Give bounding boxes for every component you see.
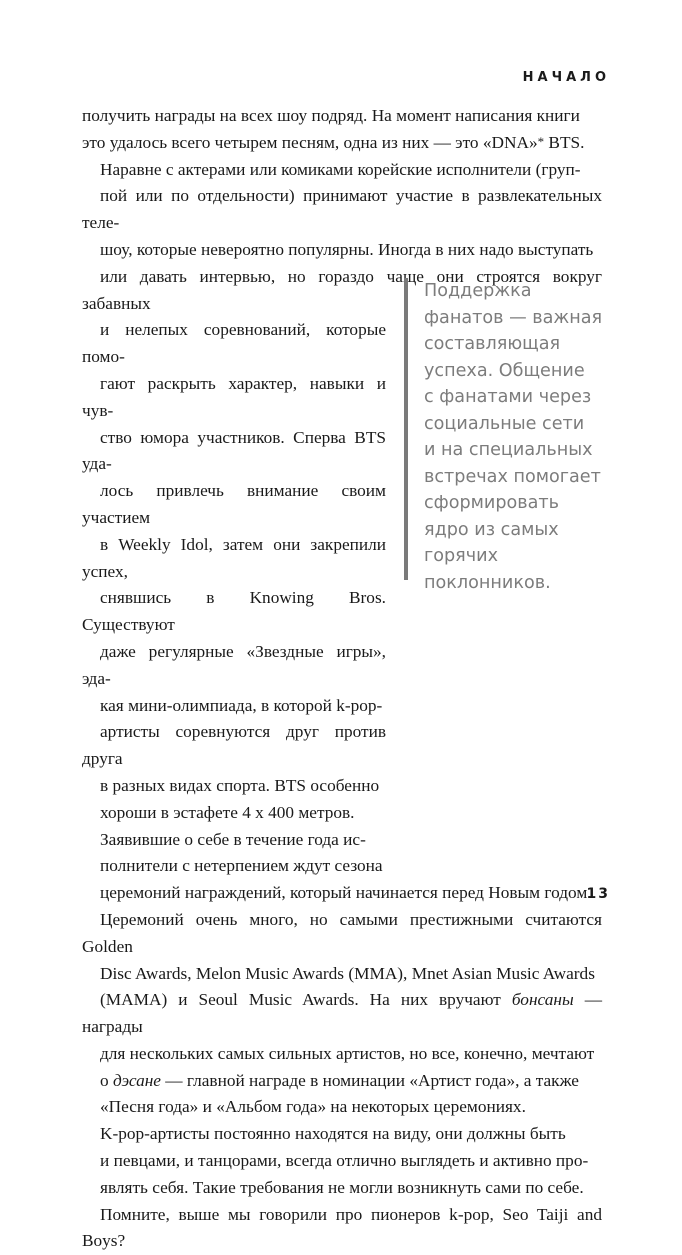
text-line: снявшись в Knowing Bros. Существуют xyxy=(82,588,386,635)
text-line: церемоний награждений, который начинается перед Новым годом. xyxy=(100,883,592,903)
text-line: кая мини-олимпиада, в которой k-pop- xyxy=(100,695,383,715)
text-line: Заявившие о себе в течение года ис- xyxy=(100,829,366,849)
text-line: в разных видах спорта. BTS особенно xyxy=(100,775,380,795)
text-fragment: — награды xyxy=(82,990,602,1037)
text-fragment: — главной награде в номинации «Артист года», а также xyxy=(160,1070,579,1090)
pull-quote-line: составляющая xyxy=(424,334,561,354)
paragraph-4 xyxy=(82,1121,602,1255)
pull-quote-line: социальные сети xyxy=(424,413,585,434)
text-line: даже регулярные «Звездные игры», эда- xyxy=(82,641,386,688)
page-number: 13 xyxy=(586,886,610,902)
text-line: Disc Awards, Melon Music Awards (MMA), Mnet Asian Music Awards xyxy=(100,963,595,983)
text-line: Наравне с актерами или комиками корейские исполнители (груп- xyxy=(100,159,581,179)
italic-term: дэсане xyxy=(112,1070,161,1090)
pull-quote xyxy=(404,278,603,593)
text-line: хороши в эстафете 4 х 400 метров. xyxy=(100,802,355,822)
footnote-mark: * xyxy=(537,133,545,149)
text-fragment: это удалось всего четырем песням, одна из них — это «DNA» xyxy=(82,132,538,152)
text-line: полнители с нетерпением ждут сезона xyxy=(100,856,383,876)
text-line: и певцами, и танцорами, всегда отлично выглядеть и активно про- xyxy=(100,1151,589,1171)
text-fragment: (MAMA) и Seoul Music Awards. На них вручают xyxy=(100,990,512,1010)
pull-quote-line: встречах помогает xyxy=(424,466,601,487)
text-line: ство юмора участников. Сперва BTS уда- xyxy=(82,427,386,474)
text-fragment: о xyxy=(100,1070,113,1090)
body-text xyxy=(82,103,602,1255)
text-line: шоу, которые невероятно популярны. Иногда в них надо выступать xyxy=(100,239,594,259)
text-line: являть себя. Такие требования не могли возникнуть сами по себе. xyxy=(100,1177,584,1197)
text-line xyxy=(82,1068,602,1095)
text-line: лось привлечь внимание своим участием xyxy=(82,481,386,527)
pull-quote-line: успеха. Общение xyxy=(424,360,585,381)
text-line xyxy=(82,130,602,157)
pull-quote-line: поклонников. xyxy=(424,572,551,593)
text-line: «Песня года» и «Альбом года» на некоторых церемониях. xyxy=(100,1097,526,1117)
italic-term: бонсаны xyxy=(511,990,574,1010)
pull-quote-line: сформировать xyxy=(424,493,560,513)
text-line: и нелепых соревнований, которые помо- xyxy=(82,320,386,367)
text-line: гают раскрыть характер, навыки и чув- xyxy=(82,373,386,420)
text-fragment: BTS. xyxy=(548,132,585,152)
text-line: для нескольких самых сильных артистов, но все, конечно, мечтают xyxy=(100,1043,595,1063)
pull-quote-line: горячих xyxy=(424,546,499,566)
running-head: НАЧАЛО xyxy=(522,70,610,85)
text-line: артисты соревнуются друг против друга xyxy=(82,722,386,769)
paragraph-1 xyxy=(82,103,602,157)
text-line: в Weekly Idol, затем они закрепили успех, xyxy=(82,534,386,581)
pull-quote-line: и на специальных xyxy=(424,440,593,460)
pull-quote-line: фанатов — важная xyxy=(424,307,603,328)
pull-quote-line: ядро из самых xyxy=(424,519,559,540)
text-line: Помните, выше мы говорили про пионеров k-pop, Seo Taiji and Boys? xyxy=(82,1204,602,1251)
pull-quote-line: Поддержка xyxy=(424,281,532,301)
text-line: пой или по отдельности) принимают участие в развлекательных теле- xyxy=(82,186,602,233)
text-line: Церемоний очень много, но самыми престижными считаются Golden xyxy=(82,909,602,956)
text-line: получить награды на всех шоу подряд. На момент написания книги xyxy=(82,106,580,125)
paragraph-3 xyxy=(82,827,602,1122)
pull-quote-line: с фанатами через xyxy=(424,387,592,407)
text-line: K-pop-артисты постоянно находятся на виду, они должны быть xyxy=(100,1124,566,1144)
text-line xyxy=(82,987,602,1041)
text-line: или давать интервью, но гораздо чаще они строятся вокруг забавных xyxy=(82,266,602,313)
